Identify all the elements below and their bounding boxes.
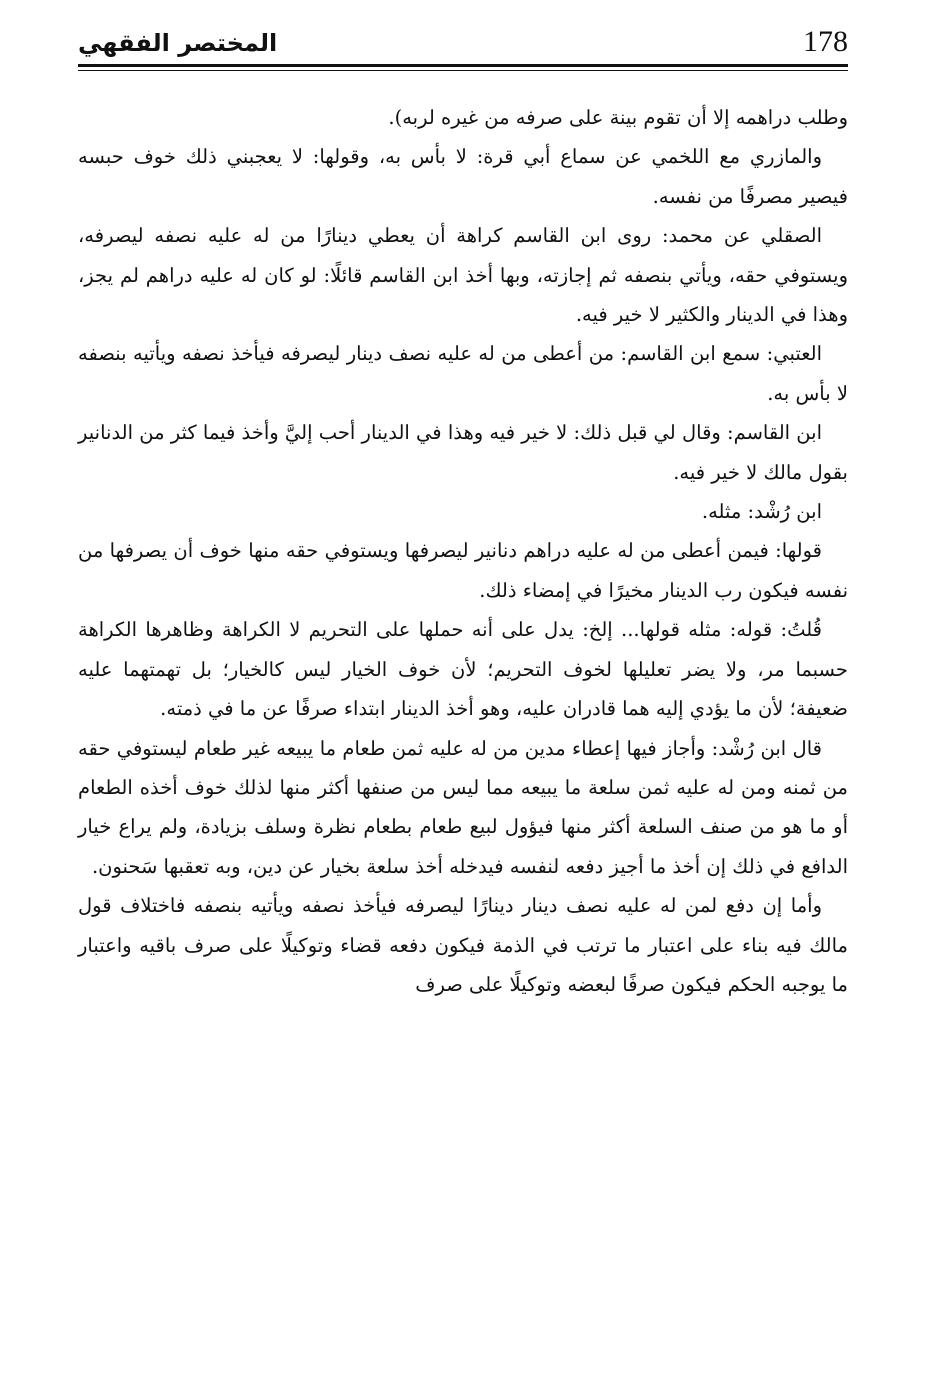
paragraph: الصقلي عن محمد: روى ابن القاسم كراهة أن يعطي دينارًا من له عليه نصفه ليصرفه، ويستوفي حقه، ويأتي بنصفه ثم إجازته، وبها أخذ ابن القاسم قائلًا: لو كان له عليه دراهم لم يجز، وهذا في الدينار والكثير لا خير فيه.: [78, 224, 848, 327]
paragraph: ابن رُشْد: مثله.: [701, 500, 822, 524]
paragraph: ابن القاسم: وقال لي قبل ذلك: لا خير فيه وهذا في الدينار أحب إليَّ وأخذ فيما كثر من الدنانير بقول مالك لا خير فيه.: [78, 421, 848, 484]
paragraph: وأما إن دفع لمن له عليه نصف دينار دينارًا ليصرفه فيأخذ نصفه ويأتيه بنصفه فاختلاف قول مالك فيه بناء على اعتبار ما ترتب في الذمة فيكون دفعه قضاء وتوكيلًا على صرف باقيه واعتبار ما يوجبه الحكم فيكون صرفًا لبعضه وتوكيلًا على صرف: [78, 894, 848, 996]
paragraph: والمازري مع اللخمي عن سماع أبي قرة: لا بأس به، وقولها: لا يعجبني ذلك خوف حبسه فيصير مصرفًا من نفسه.: [78, 145, 848, 208]
body-text: [78, 98, 848, 1004]
page-header: [78, 20, 848, 68]
paragraph: وطلب دراهمه إلا أن تقوم بينة على صرفه من غيره لربه).: [388, 106, 848, 129]
paragraph: قُلتُ: قوله: مثله قولها... إلخ: يدل على أنه حملها على التحريم لا الكراهة وظاهرها الكراهة حسبما مر، ولا يضر تعليلها لخوف التحريم؛ لأن خوف الخيار ليس كالخيار؛ بل تهمتهما عليه ضعيفة؛ لأن ما يؤدي إليه هما قادران عليه، وهو أخذ الدينار ابتداء صرفًا عن ما في ذمته.: [78, 618, 848, 721]
paragraph: قولها: فيمن أعطى من له عليه دراهم دنانير ليصرفها ويستوفي حقه منها خوف أن يصرفها من نفسه فيكون رب الدينار مخيرًا في إمضاء ذلك.: [78, 539, 848, 602]
page-number: 178: [803, 25, 848, 58]
running-title: المختصر الفقهي: [78, 29, 278, 57]
header-rule-thin: [78, 70, 848, 71]
paragraph: العتبي: سمع ابن القاسم: من أعطى من له عليه نصف دينار ليصرفه فيأخذ نصفه ويأتيه بنصفه لا بأس به.: [78, 342, 848, 405]
paragraph: قال ابن رُشْد: وأجاز فيها إعطاء مدين من له عليه ثمن طعام ما يبيعه غير طعام ليستوفي حقه من ثمنه ومن له عليه ثمن سلعة ما يبيعه مما ليس من صنفها أكثر منها لذلك خوف أخذه الطعام أو ما هو من صنف السلعة أكثر منها فيؤول لبيع طعام بطعام نظرة وسلف بزيادة، ولم يراع خيار الدافع في ذلك إن أخذ ما أجيز دفعه لنفسه فيدخله أخذ سلعة بخيار عن دين، وبه تعقبها سَحنون.: [78, 736, 848, 878]
header-rule-thick: [78, 64, 848, 67]
